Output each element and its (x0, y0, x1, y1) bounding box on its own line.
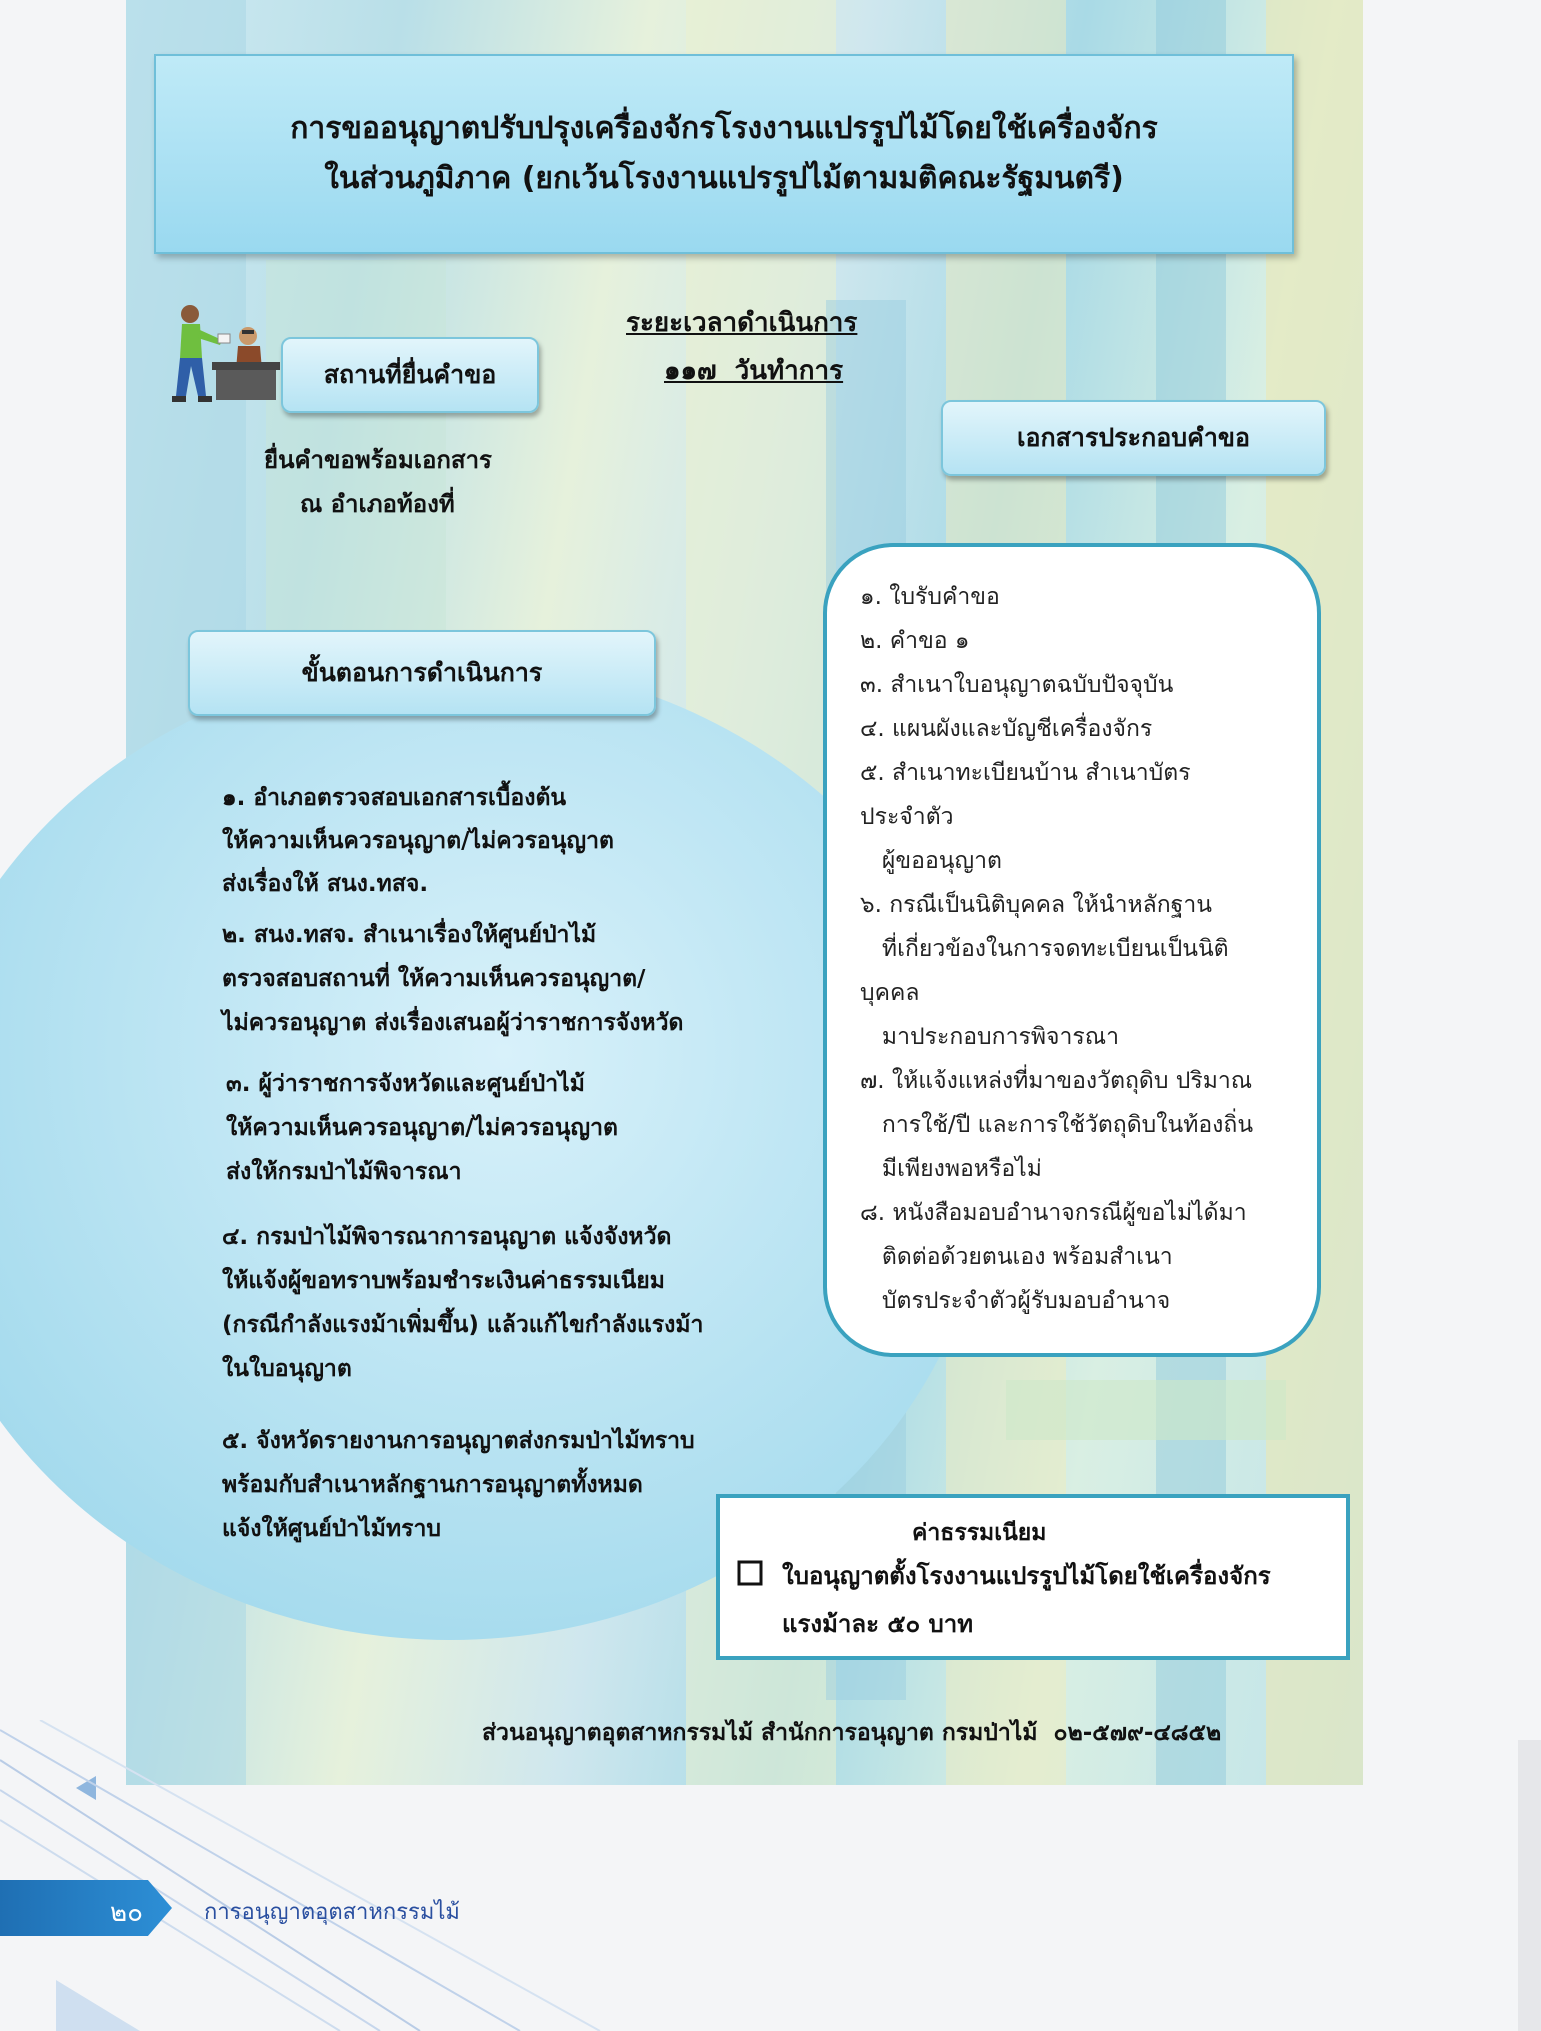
step-2-line-2: ตรวจสอบสถานที่ ให้ความเห็นควรอนุญาต/ (222, 966, 646, 992)
step-5-line-1: ๕. จังหวัดรายงานการอนุญาตส่งกรมป่าไม้ทราบ (222, 1428, 695, 1454)
step-1-line-3: ส่งเรื่องให้ สนง.ทสจ. (222, 871, 429, 897)
submit-location-label: สถานที่ยื่นคำขอ (281, 337, 539, 413)
step-3-line-3: ส่งให้กรมป่าไม้พิจารณา (226, 1159, 462, 1185)
doc-item: บุคคล (860, 980, 920, 1006)
page-edge (1518, 1740, 1541, 2031)
step-3-line-2: ให้ความเห็นควรอนุญาต/ไม่ควรอนุญาต (226, 1115, 618, 1141)
doc-item: มาประกอบการพิจารณา (860, 1024, 1120, 1050)
step-5-line-2: พร้อมกับสำเนาหลักฐานการอนุญาตทั้งหมด (222, 1472, 643, 1498)
title-line-1: การขออนุญาตปรับปรุงเครื่องจักรโรงงานแปรรูปไม้โดยใช้เครื่องจักร (290, 111, 1158, 146)
duration-value: ๑๑๗ วันทำการ (664, 356, 844, 386)
step-3-line-1: ๓. ผู้ว่าราชการจังหวัดและศูนย์ป่าไม้ (226, 1071, 585, 1097)
doc-item: ๕. สำเนาทะเบียนบ้าน สำเนาบัตร (860, 760, 1191, 786)
step-4-line-2: ให้แจ้งผู้ขอทราบพร้อมชำระเงินค่าธรรมเนียม (222, 1268, 665, 1294)
doc-item: การใช้/ปี และการใช้วัตถุดิบในท้องถิ่น (860, 1112, 1254, 1138)
fee-line-1: ใบอนุญาตตั้งโรงงานแปรรูปไม้โดยใช้เครื่องจักร (782, 1562, 1271, 1590)
step-4-line-4: ในใบอนุญาต (222, 1356, 352, 1382)
submit-line-2: ณ อำเภอท้องที่ (300, 490, 455, 518)
fee-label: ค่าธรรมเนียม (912, 1520, 1047, 1546)
doc-item: ที่เกี่ยวข้องในการจดทะเบียนเป็นนิติ (860, 936, 1229, 962)
doc-item: ๓. สำเนาใบอนุญาตฉบับปัจจุบัน (860, 672, 1174, 698)
contact-line: ส่วนอนุญาตอุตสาหกรรมไม้ สำนักการอนุญาต กรมป่าไม้ ๐๒-๕๗๙-๔๘๕๒ (482, 1720, 1222, 1746)
doc-item: ติดต่อด้วยตนเอง พร้อมสำเนา (860, 1244, 1173, 1270)
step-2-line-1: ๒. สนง.ทสจ. สำเนาเรื่องให้ศูนย์ป่าไม้ (222, 922, 597, 948)
page-number: ๒๐ (110, 1898, 144, 1928)
doc-item: ๑. ใบรับคำขอ (860, 584, 1000, 610)
doc-item: ๔. แผนผังและบัญชีเครื่องจักร (860, 716, 1153, 742)
doc-item: ๘. หนังสือมอบอำนาจกรณีผู้ขอไม่ได้มา (860, 1200, 1247, 1226)
doc-item: ๖. กรณีเป็นนิติบุคคล ให้นำหลักฐาน (860, 892, 1212, 918)
title-box (154, 54, 1294, 254)
doc-item: ประจำตัว (860, 804, 954, 830)
steps-label: ขั้นตอนการดำเนินการ (188, 630, 656, 716)
footer-section-title: การอนุญาตอุตสาหกรรมไม้ (204, 1900, 460, 1925)
page-number-tab (0, 1880, 172, 1936)
doc-item: บัตรประจำตัวผู้รับมอบอำนาจ (860, 1288, 1171, 1314)
checkbox-icon (737, 1560, 763, 1586)
doc-item: มีเพียงพอหรือไม่ (860, 1156, 1042, 1182)
person-at-desk-icon (162, 300, 282, 410)
step-4-line-1: ๔. กรมป่าไม้พิจารณาการอนุญาต แจ้งจังหวัด (222, 1224, 672, 1250)
title-line-2: ในส่วนภูมิภาค (ยกเว้นโรงงานแปรรูปไม้ตามมติคณะรัฐมนตรี) (324, 161, 1124, 196)
step-1-line-1: ๑. อำเภอตรวจสอบเอกสารเบื้องต้น (222, 785, 567, 811)
doc-item: ๗. ให้แจ้งแหล่งที่มาของวัตถุดิบ ปริมาณ (860, 1068, 1253, 1094)
doc-item: ผู้ขออนุญาต (860, 848, 1002, 874)
step-1-line-2: ให้ความเห็นควรอนุญาต/ไม่ควรอนุญาต (222, 828, 614, 854)
step-2-line-3: ไม่ควรอนุญาต ส่งเรื่องเสนอผู้ว่าราชการจังหวัด (222, 1010, 684, 1036)
step-4-line-3: (กรณีกำลังแรงม้าเพิ่มขึ้น) แล้วแก้ไขกำลังแรงม้า (222, 1312, 704, 1338)
step-5-line-3: แจ้งให้ศูนย์ป่าไม้ทราบ (222, 1516, 441, 1542)
fee-line-2: แรงม้าละ ๕๐ บาท (782, 1610, 974, 1638)
duration-label: ระยะเวลาดำเนินการ (626, 308, 858, 338)
submit-line-1: ยื่นคำขอพร้อมเอกสาร (264, 446, 492, 474)
documents-label: เอกสารประกอบคำขอ (941, 400, 1326, 476)
doc-item: ๒. คำขอ ๑ (860, 628, 970, 654)
decorative-lines (0, 1720, 700, 2031)
